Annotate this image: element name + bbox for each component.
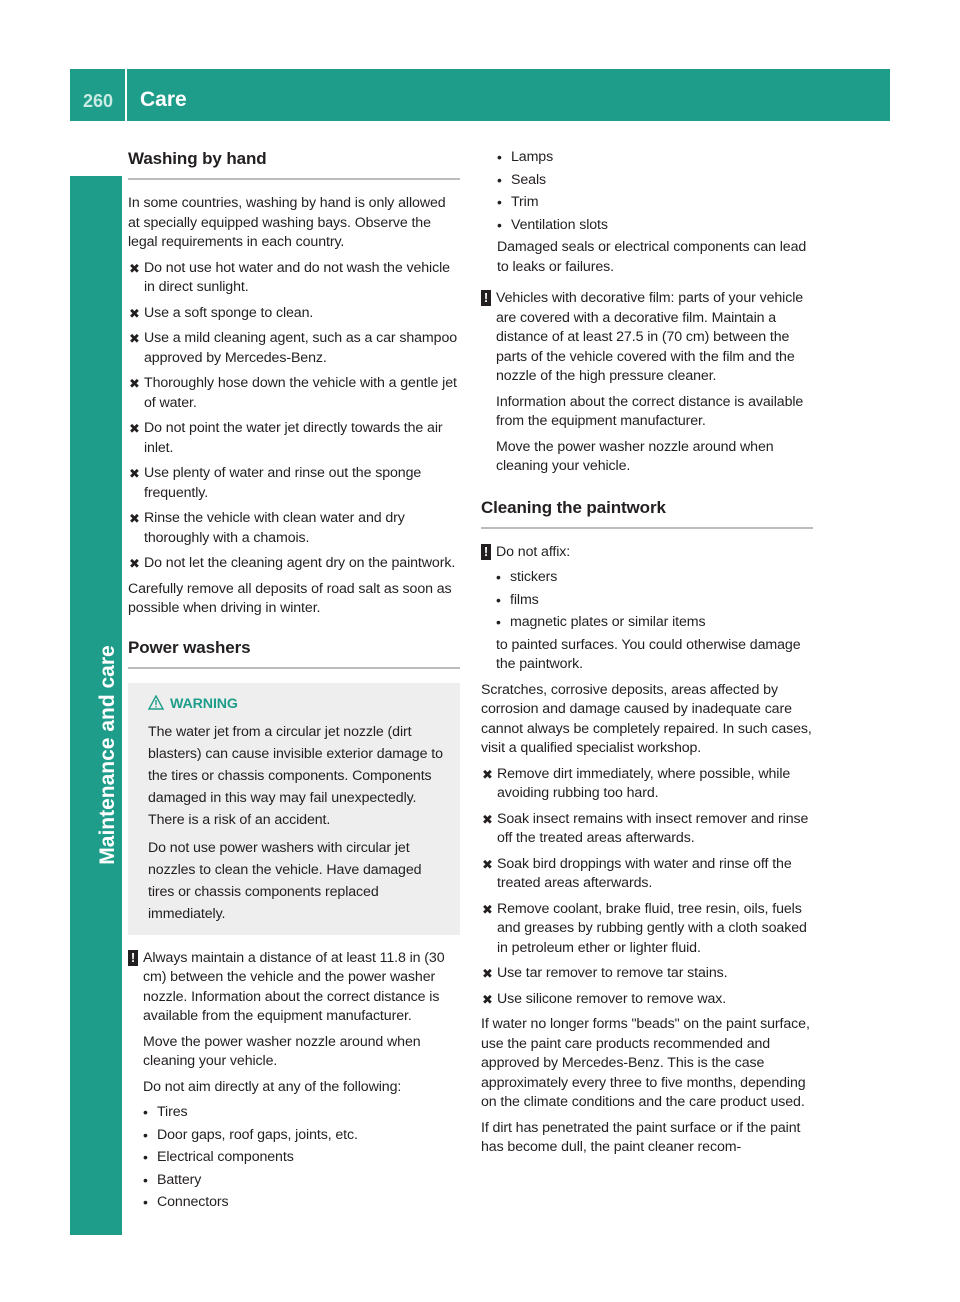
header-divider <box>125 69 127 121</box>
action-step: ✖ Use plenty of water and rinse out the sponge frequently. <box>129 465 422 501</box>
bullet-icon: • <box>143 1171 148 1188</box>
page-header <box>70 69 890 121</box>
list-item: • films <box>496 591 813 611</box>
heading-washing-by-hand: Washing by hand <box>128 148 460 180</box>
bullet-icon: • <box>497 149 502 165</box>
bullet-icon: • <box>496 591 501 608</box>
list-item: • Battery <box>143 1171 460 1191</box>
scratches-text: Scratches, corrosive deposits, areas affected by corrosion and damage caused by inadequate care cannot always be completely repaired. In such cases, visit a qualified specialist workshop. <box>481 681 812 756</box>
heading-power-washers: Power washers <box>128 637 460 669</box>
warning-box <box>128 683 460 935</box>
bullet-icon: • <box>497 216 502 233</box>
section-title: Care <box>140 88 187 111</box>
arrow-icon: ✖ <box>129 556 140 571</box>
note-do-not-affix: ! Do not affix: • stickers • films • magnetic plates or similar items to painted surfaces. You could otherwise damage the paintwork. <box>481 543 813 675</box>
action-step: ✖ Use a soft sponge to clean. <box>128 304 460 324</box>
bullet-icon: • <box>143 1149 148 1165</box>
note-decorative-film: ! Vehicles with decorative film: parts of your vehicle are covered with a decorative film. Maintain a distance of at least 27.5 in (70 cm) between the parts of the vehicle covered with the film and the nozzle of the high pressure cleaner. Information about the correct distance is available from the equipment manufacturer. Move the power washer nozzle around when cleaning your vehicle. <box>481 289 813 477</box>
arrow-icon: ✖ <box>129 331 140 346</box>
action-step: ✖ Use silicone remover to remove wax. <box>481 990 813 1010</box>
chapter-label: Maintenance and care <box>96 645 119 865</box>
beads-text: If water no longer forms "beads" on the paint surface, use the paint care products recommended and approved by Mercedes-Benz. This is the case approximately every three to five months, depending on the climate conditions and the care product used. <box>481 1016 810 1110</box>
note-power-washer: ! Always maintain a distance of at least 11.8 in (30 cm) between the vehicle and the power washer nozzle. Information about the correct distance is available from the equipment manufacturer. Move the power washer nozzle around when cleaning your vehicle. Do not aim directly at any of the following: • Tires • Door gaps, roof gaps, joints, etc. • Electrical components • Battery • Connectors <box>128 949 460 1213</box>
list-item: • Door gaps, roof gaps, joints, etc. <box>143 1126 460 1146</box>
action-step: ✖ Do not point the water jet directly towards the air inlet. <box>129 420 443 456</box>
exclamation-icon: ! <box>481 290 491 306</box>
arrow-icon: ✖ <box>129 305 140 321</box>
list-item: • magnetic plates or similar items <box>496 613 813 633</box>
action-step: ✖ Soak insect remains with insect remover and rinse off the treated areas afterwards. <box>482 810 809 846</box>
exclamation-icon: ! <box>128 950 138 966</box>
bullet-icon: • <box>143 1104 148 1120</box>
action-step: ✖ Do not use hot water and do not wash the vehicle in direct sunlight. <box>129 259 450 295</box>
bullet-icon: • <box>497 194 502 210</box>
washing-intro: In some countries, washing by hand is only allowed at specially equipped washing bays. Observe the legal requirements in each country. <box>128 195 446 250</box>
action-step: ✖ Remove coolant, brake fluid, tree resin, oils, fuels and greases by rubbing gently with a cloth soaked in petroleum ether or lighter fluid. <box>482 900 807 956</box>
arrow-icon: ✖ <box>482 811 493 827</box>
list-item: • Electrical components <box>143 1148 460 1168</box>
exclamation-icon: ! <box>481 544 491 560</box>
arrow-icon: ✖ <box>129 260 140 276</box>
action-step: ✖ Remove dirt immediately, where possible, while avoiding rubbing too hard. <box>482 765 791 801</box>
right-column <box>481 148 813 1164</box>
arrow-icon: ✖ <box>129 376 140 391</box>
bullet-icon: • <box>496 569 501 585</box>
arrow-icon: ✖ <box>482 901 493 917</box>
bullet-icon: • <box>143 1126 148 1143</box>
warning-text: The water jet from a circular jet nozzle (dirt blasters) can cause invisible exterior damage to the tires or chassis components. Components damaged in this way may fail unexpectedly. There is a risk of an accident. <box>148 723 443 828</box>
list-item: • Ventilation slots <box>497 216 813 236</box>
warning-title: WARNING <box>148 693 448 715</box>
list-item: • Connectors <box>143 1193 460 1213</box>
arrow-icon: ✖ <box>129 421 140 436</box>
action-step: ✖ Rinse the vehicle with clean water and dry thoroughly with a chamois. <box>129 510 405 546</box>
arrow-icon: ✖ <box>129 466 140 481</box>
list-item: • Seals <box>497 171 813 191</box>
list-item: • Trim <box>497 193 813 213</box>
bullet-icon: • <box>497 171 502 188</box>
action-step: ✖ Thoroughly hose down the vehicle with a gentle jet of water. <box>129 375 457 411</box>
arrow-icon: ✖ <box>482 966 493 981</box>
list-item: • stickers <box>496 568 813 588</box>
warning-instruction: Do not use power washers with circular jet nozzles to clean the vehicle. Have damaged tires or chassis components replaced immediately. <box>148 839 422 922</box>
list-item: • Tires <box>143 1103 460 1123</box>
washing-outro: Carefully remove all deposits of road salt as soon as possible when driving in winter. <box>128 580 452 616</box>
arrow-icon: ✖ <box>129 511 140 526</box>
action-step: ✖ Soak bird droppings with water and rinse off the treated areas afterwards. <box>482 855 792 891</box>
arrow-icon: ✖ <box>482 856 493 872</box>
heading-cleaning-paintwork: Cleaning the paintwork <box>481 497 813 529</box>
dull-paint-text: If dirt has penetrated the paint surface or if the paint has become dull, the paint cleaner recom- <box>481 1119 801 1155</box>
chapter-label-wrap <box>82 645 119 865</box>
bullet-icon: • <box>143 1194 148 1210</box>
action-step: ✖ Use a mild cleaning agent, such as a car shampoo approved by Mercedes-Benz. <box>129 330 458 366</box>
warning-triangle-icon <box>148 695 164 710</box>
list-item: • Lamps <box>497 148 813 168</box>
damage-text: Damaged seals or electrical components can lead to leaks or failures. <box>497 239 807 275</box>
action-step: ✖ Use tar remover to remove tar stains. <box>481 964 813 984</box>
action-step: ✖ Do not let the cleaning agent dry on the paintwork. <box>128 554 460 574</box>
page-number: 260 <box>83 91 114 111</box>
bullet-icon: • <box>496 614 501 630</box>
arrow-icon: ✖ <box>482 991 493 1007</box>
note-continuation <box>481 148 813 277</box>
arrow-icon: ✖ <box>482 766 493 782</box>
left-column <box>128 148 460 1216</box>
